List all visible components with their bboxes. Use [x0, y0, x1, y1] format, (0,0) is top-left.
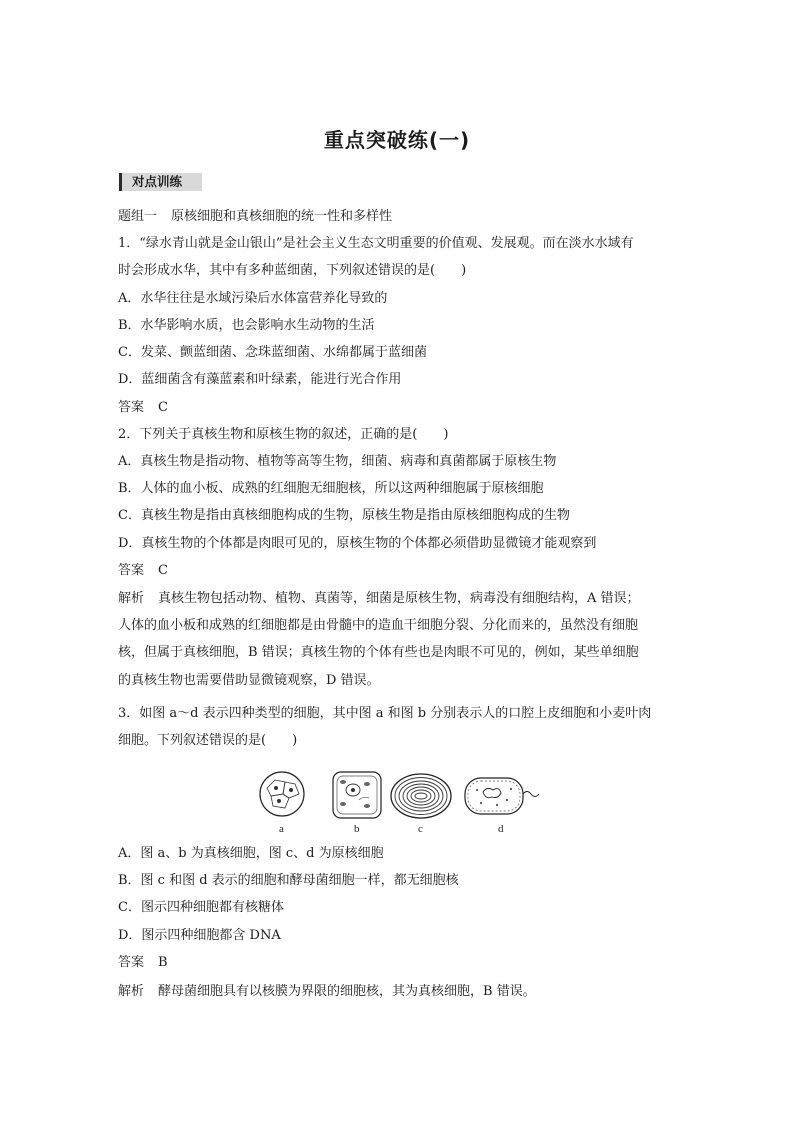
q2-analysis-line1	[118, 591, 640, 607]
q1-option-c: C．发菜、颤蓝细菌、念珠蓝细菌、水绵都属于蓝细菌	[118, 345, 427, 360]
cell-a-illustration	[260, 772, 304, 816]
q1-option-b: B．水华影响水质，也会影响水生动物的生活	[118, 318, 375, 333]
answer-value: C	[158, 400, 168, 415]
group-label: 题组一	[118, 209, 158, 224]
q2-analysis-line3: 核，但属于真核细胞，B 错误；真核生物的个体有些也是肉眼不可见的，例如，某些单细胞	[118, 645, 639, 660]
answer-label: 答案	[118, 400, 145, 415]
cell-d-illustration	[465, 778, 539, 814]
q3-stem-line1: 3．如图 a～d 表示四种类型的细胞，其中图 a 和图 b 分别表示人的口腔上皮细胞和小麦叶肉	[118, 706, 652, 721]
figure-label-c: c	[418, 823, 423, 835]
q3-option-d: D．图示四种细胞都含 DNA	[118, 928, 281, 943]
cell-b-illustration	[333, 772, 381, 818]
group-title: 原核细胞和真核细胞的统一性和多样性	[171, 209, 393, 224]
q3-analysis	[118, 984, 536, 1000]
q2-option-d: D．真核生物的个体都是肉眼可见的，原核生物的个体都必须借助显微镜才能观察到	[118, 536, 597, 551]
q2-option-a: A．真核生物是指动物、植物等高等生物，细菌、病毒和真菌都属于原核生物	[118, 454, 557, 469]
q2-option-c: C．真核生物是指由真核细胞构成的生物，原核生物是指由原核细胞构成的生物	[118, 508, 570, 523]
q1-option-d: D．蓝细菌含有藻蓝素和叶绿素，能进行光合作用	[118, 372, 402, 387]
q1-stem-line2: 时会形成水华，其中有多种蓝细菌，下列叙述错误的是( )	[118, 263, 467, 278]
q1-option-a: A．水华往往是水域污染后水体富营养化导致的	[118, 291, 388, 306]
analysis-text: 酵母菌细胞具有以核膜为界限的细胞核，其为真核细胞，B 错误。	[158, 984, 536, 999]
figure-label-b: b	[354, 823, 360, 835]
analysis-label: 解析	[118, 591, 145, 606]
cell-figure	[255, 770, 545, 836]
answer-value: C	[158, 563, 168, 578]
q3-option-a: A．图 a、b 为真核细胞，图 c、d 为原核细胞	[118, 846, 384, 861]
analysis-label: 解析	[118, 984, 145, 999]
answer-label: 答案	[118, 563, 145, 578]
q3-stem-line2: 细胞。下列叙述错误的是( )	[118, 733, 298, 748]
q2-stem: 2．下列关于真核生物和原核生物的叙述，正确的是( )	[118, 427, 449, 442]
q1-stem-line1: 1．“绿水青山就是金山银山”是社会主义生态文明重要的价值观、发展观。而在淡水水域有	[118, 236, 634, 251]
answer-label: 答案	[118, 955, 145, 970]
figure-label-d: d	[498, 823, 504, 835]
cell-c-illustration	[391, 774, 451, 818]
group-heading	[118, 209, 392, 225]
q3-option-c: C．图示四种细胞都有核糖体	[118, 900, 284, 915]
section-tag: 对点训练	[119, 173, 202, 191]
page-title: 重点突破练(一)	[323, 128, 471, 152]
analysis-text: 真核生物包括动物、植物、真菌等，细菌是原核生物，病毒没有细胞结构，A 错误；	[158, 591, 640, 606]
figure-label-a: a	[279, 823, 284, 835]
q3-option-b: B．图 c 和图 d 表示的细胞和酵母菌细胞一样，都无细胞核	[118, 873, 459, 888]
q2-analysis-line2: 人体的血小板和成熟的红细胞都是由骨髓中的造血干细胞分裂、分化而来的，虽然没有细胞	[118, 618, 639, 633]
answer-value: B	[158, 955, 168, 970]
q1-answer	[118, 400, 168, 416]
q2-analysis-line4: 的真核生物也需要借助显微镜观察，D 错误。	[118, 673, 380, 688]
q3-answer	[118, 955, 168, 971]
q2-option-b: B．人体的血小板、成熟的红细胞无细胞核，所以这两种细胞属于原核细胞	[118, 481, 544, 496]
q2-answer	[118, 563, 168, 579]
